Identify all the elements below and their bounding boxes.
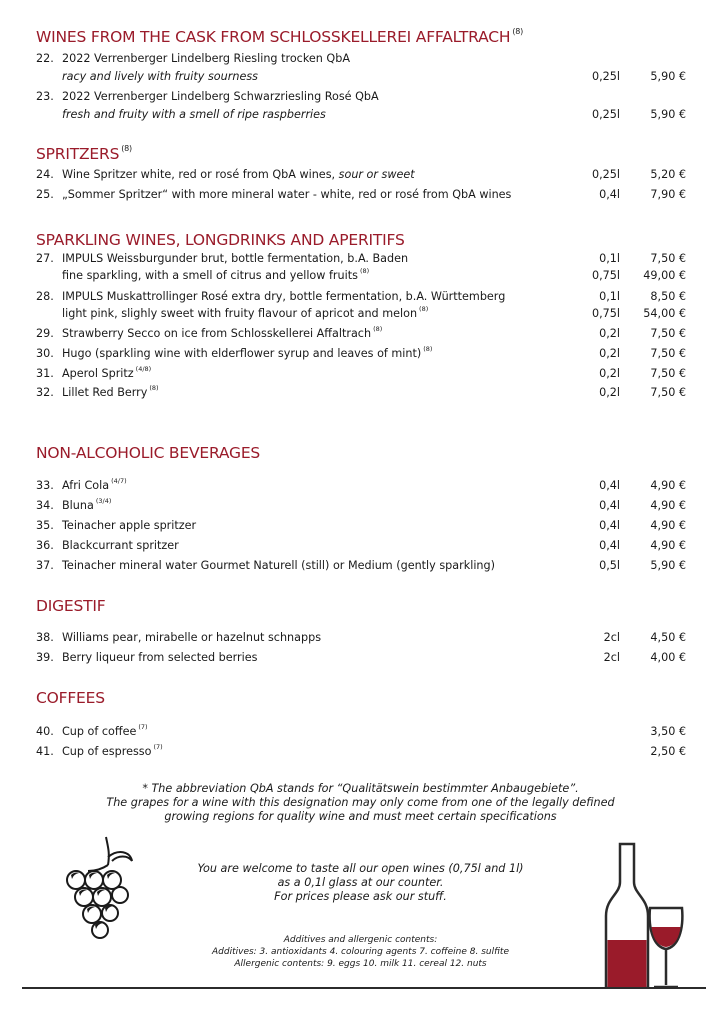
additives-note: Additives and allergenic contents: Additives: 3. antioxidants 4. colouring agents 7. coffeine 8. sulfite Allergenic contents: 9. eggs 10. milk 11. cereal 12. nuts	[212, 935, 509, 969]
menu-item-22: 22. 2022 Verrenberger Lindelberg Riesling trocken QbA	[36, 52, 350, 65]
menu-item-23-detail: fresh and fruity with a smell of ripe raspberries 0,25l 5,90 €	[62, 108, 686, 121]
wine-glass-icon	[644, 905, 688, 989]
menu-item-22-detail: racy and lively with fruity sourness 0,25l 5,90 €	[62, 70, 686, 83]
menu-item-33: 33. Afri Cola $^{(4/7)}$ 0,4l 4,90 €	[36, 477, 686, 492]
section-title-sparkling: SPARKLING WINES, LONGDRINKS AND APERITIFS	[36, 231, 405, 249]
section-title-cask: WINES FROM THE CASK FROM SCHLOSSKELLEREI AFFALTRACH $^{(8)}$	[36, 27, 524, 46]
menu-item-27: 27. IMPULS Weissburgunder brut, bottle fermentation, b.A. Baden 0,1l 7,50 €	[36, 252, 686, 265]
section-title-non-alcoholic: NON-ALCOHOLIC BEVERAGES	[36, 444, 261, 462]
menu-item-28: 28. IMPULS Muskattrollinger Rosé extra dry, bottle fermentation, b.A. Württemberg 0,1l 8,50 €	[36, 290, 686, 303]
tasting-note: You are welcome to taste all our open wines (0,75l and 1l) as a 0,1l glass at our counter. For prices please ask our stuff.	[197, 862, 524, 903]
menu-item-32: 32. Lillet Red Berry $^{(8)}$ 0,2l 7,50 €	[36, 384, 686, 399]
menu-item-27-detail: fine sparkling, with a smell of citrus and yellow fruits $^{(8)}$ 0,75l 49,00 €	[62, 267, 686, 282]
menu-item-41: 41. Cup of espresso $^{(7)}$ 2,50 €	[36, 743, 686, 758]
menu-item-40: 40. Cup of coffee $^{(7)}$ 3,50 €	[36, 723, 686, 738]
qba-footnote: * The abbreviation QbA stands for “Qualitätswein bestimmter Anbaugebiete”. The grapes for a wine with this designation may only come from one of the legally defined growing regions for quality wine and must meet certain specifications	[106, 782, 615, 823]
menu-item-24: 24. Wine Spritzer white, red or rosé from QbA wines, sour or sweet 0,25l 5,20 €	[36, 168, 686, 181]
section-title-coffees: COFFEES	[36, 689, 105, 707]
menu-item-23: 23. 2022 Verrenberger Lindelberg Schwarzriesling Rosé QbA	[36, 90, 379, 103]
menu-item-30: 30. Hugo (sparkling wine with elderflower syrup and leaves of mint) $^{(8)}$ 0,2l 7,50 €	[36, 345, 686, 360]
section-title-digestif: DIGESTIF	[36, 597, 106, 615]
menu-item-35: 35. Teinacher apple spritzer 0,4l 4,90 €	[36, 519, 686, 532]
menu-item-36: 36. Blackcurrant spritzer 0,4l 4,90 €	[36, 539, 686, 552]
menu-item-34: 34. Bluna $^{(3/4)}$ 0,4l 4,90 €	[36, 497, 686, 512]
menu-item-28-detail: light pink, slighly sweet with fruity flavour of apricot and melon $^{(8)}$ 0,75l 54,00 €	[62, 305, 686, 320]
menu-item-31: 31. Aperol Spritz $^{(4/8)}$ 0,2l 7,50 €	[36, 365, 686, 380]
menu-item-29: 29. Strawberry Secco on ice from Schlosskellerei Affaltrach $^{(8)}$ 0,2l 7,50 €	[36, 325, 686, 340]
grapes-icon	[58, 835, 138, 945]
menu-item-39: 39. Berry liqueur from selected berries 2cl 4,00 €	[36, 651, 686, 664]
menu-item-38: 38. Williams pear, mirabelle or hazelnut schnapps 2cl 4,50 €	[36, 631, 686, 644]
menu-item-37: 37. Teinacher mineral water Gourmet Naturell (still) or Medium (gently sparkling) 0,5l 5,90 €	[36, 559, 686, 572]
menu-item-25: 25. „Sommer Spritzer“ with more mineral water - white, red or rosé from QbA wines 0,4l 7,90 €	[36, 188, 686, 201]
footer-rule	[22, 987, 706, 989]
section-title-spritzers: SPRITZERS $^{(8)}$	[36, 144, 132, 163]
